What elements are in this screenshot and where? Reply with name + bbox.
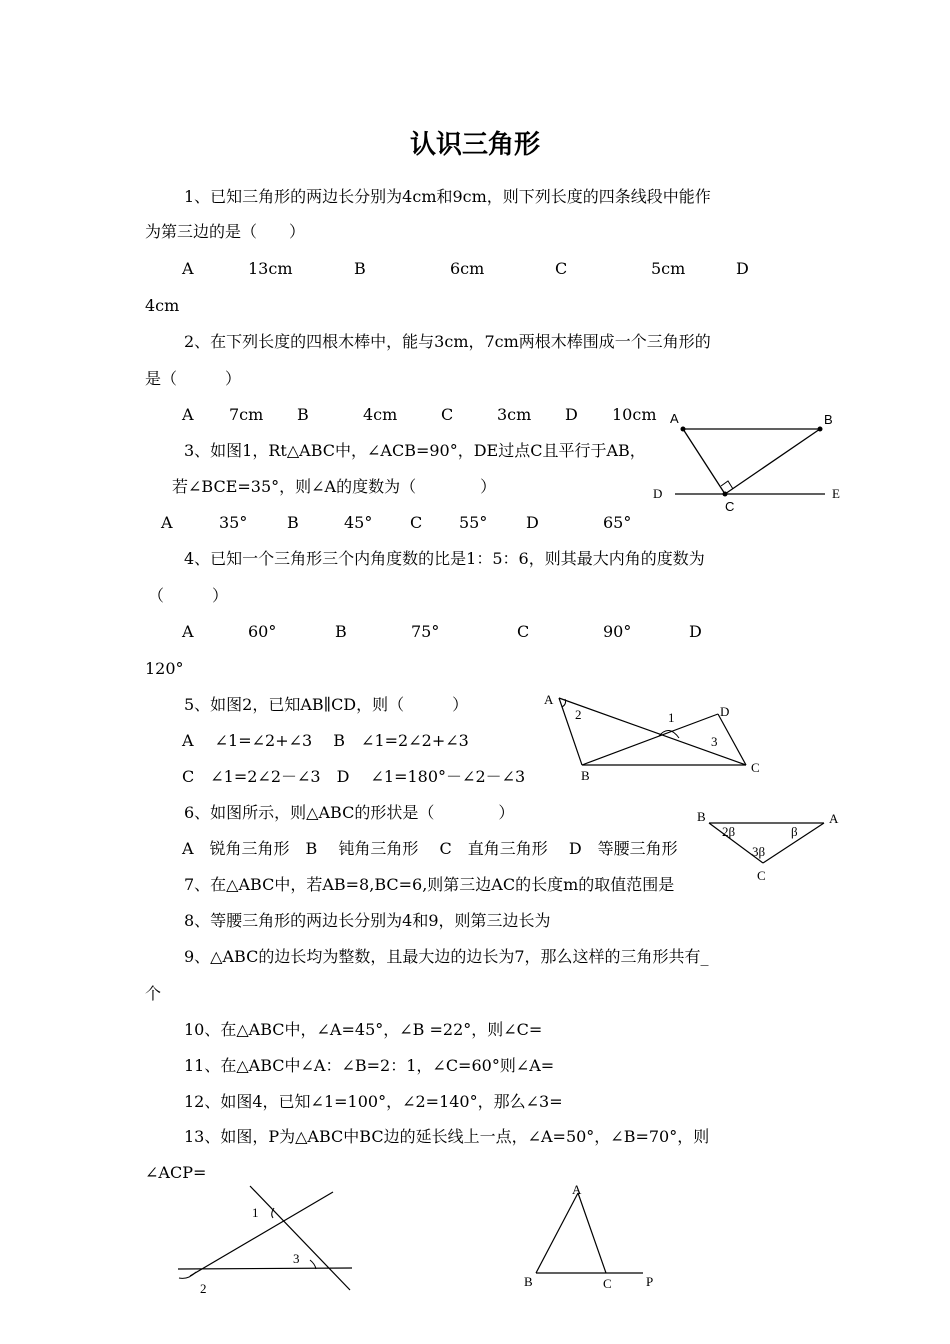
q10: 10、在△ABC中，∠A=45°，∠B =22°，则∠C= — [184, 1020, 543, 1039]
fig3-label-a: A — [829, 811, 839, 826]
q4-option-a: A — [182, 622, 194, 641]
fig2-label-d: D — [720, 704, 730, 719]
q2-option-a-value: 7cm — [229, 405, 264, 424]
figure-2 — [535, 688, 775, 788]
q9-line2: 个 — [145, 984, 162, 1003]
q12: 12、如图4，已知∠1=100°，∠2=140°，那么∠3= — [184, 1092, 563, 1111]
q11: 11、在△ABC中∠A：∠B=2：1，∠C=60°则∠A= — [184, 1056, 555, 1075]
fig3-label-c: C — [757, 868, 766, 883]
q1-option-d: D — [736, 259, 749, 278]
q3-line2: 若∠BCE=35°，则∠A的度数为（ ） — [172, 477, 497, 496]
fig2-label-3: 3 — [711, 734, 718, 749]
q2-option-d: D — [565, 405, 578, 424]
fig1-label-e: E — [832, 486, 840, 501]
q3-option-a-value: 35° — [219, 513, 248, 532]
q5-options-ab: A ∠1=∠2+∠3 B ∠1=2∠2+∠3 — [182, 731, 469, 750]
q5-options-cd: C ∠1=2∠2－∠3 D ∠1=180°－∠2－∠3 — [182, 767, 526, 786]
fig4-label-1: 1 — [252, 1205, 259, 1220]
q7: 7、在△ABC中，若AB=8,BC=6,则第三边AC的长度m的取值范围是 — [184, 875, 675, 894]
q3-option-a: A — [161, 513, 173, 532]
q4-option-b: B — [335, 622, 347, 641]
q2-option-c: C — [441, 405, 454, 424]
q1-option-b: B — [354, 259, 366, 278]
q3-option-c-value: 55° — [459, 513, 488, 532]
q4-line1: 4、已知一个三角形三个内角度数的比是1：5：6，则其最大内角的度数为 — [184, 549, 705, 568]
fig2-label-b: B — [581, 768, 590, 783]
q1-option-b-value: 6cm — [450, 259, 485, 278]
fig2-label-c: C — [751, 760, 760, 775]
fig1-label-d: D — [653, 486, 663, 501]
q2-option-c-value: 3cm — [497, 405, 532, 424]
q4-line2: （ ） — [148, 586, 229, 605]
q3-option-b-value: 45° — [344, 513, 373, 532]
q1-option-c: C — [555, 259, 568, 278]
q1-option-a-value: 13cm — [248, 259, 293, 278]
fig3-label-beta: β — [791, 824, 798, 839]
fig4-label-3: 3 — [293, 1251, 300, 1266]
q2-line2: 是（ ） — [145, 369, 242, 388]
q2-option-a: A — [182, 405, 194, 424]
fig1-label-b: B — [824, 412, 833, 427]
q1-option-d-value: 4cm — [145, 296, 180, 315]
page-title: 认识三角形 — [409, 130, 540, 160]
q4-option-b-value: 75° — [411, 622, 440, 641]
q1-line1: 1、已知三角形的两边长分别为4cm和9cm，则下列长度的四条线段中能作 — [184, 187, 711, 206]
q9-line1: 9、△ABC的边长均为整数，且最大边的边长为7，那么这样的三角形共有_ — [184, 947, 709, 966]
q4-option-c: C — [517, 622, 530, 641]
fig3-label-3beta: 3β — [752, 844, 766, 859]
q6-line1: 6、如图所示，则△ABC的形状是（ ） — [184, 803, 515, 822]
figure-1 — [650, 405, 850, 515]
q13-line2: ∠ACP= — [145, 1163, 207, 1182]
fig3-label-b: B — [697, 809, 706, 824]
q3-option-d-value: 65° — [603, 513, 632, 532]
q5-line1: 5、如图2，已知AB∥CD，则（ ） — [184, 695, 469, 714]
fig13-label-a: A — [572, 1182, 582, 1197]
q3-option-b: B — [287, 513, 299, 532]
fig1-label-c: C — [725, 499, 735, 514]
fig4-label-2: 2 — [200, 1281, 207, 1296]
figure-13 — [515, 1180, 675, 1300]
fig13-label-b: B — [524, 1274, 533, 1289]
q3-option-c: C — [410, 513, 423, 532]
fig2-label-2: 2 — [575, 707, 582, 722]
q8: 8、等腰三角形的两边长分别为4和9，则第三边长为 — [184, 911, 551, 930]
figure-3 — [690, 806, 850, 886]
q2-option-b: B — [297, 405, 309, 424]
figure-4 — [170, 1180, 370, 1300]
q2-option-d-value: 10cm — [612, 405, 657, 424]
q6-options: A 锐角三角形 B 钝角三角形 C 直角三角形 D 等腰三角形 — [182, 839, 678, 858]
fig2-label-1: 1 — [668, 710, 675, 725]
q2-option-b-value: 4cm — [363, 405, 398, 424]
q13-line1: 13、如图，P为△ABC中BC边的延长线上一点，∠A=50°，∠B=70°，则 — [184, 1127, 710, 1146]
q1-option-a: A — [182, 259, 194, 278]
q3-option-d: D — [526, 513, 539, 532]
q4-option-d: D — [689, 622, 702, 641]
fig2-label-a: A — [544, 692, 554, 707]
q1-option-c-value: 5cm — [651, 259, 686, 278]
q1-line2: 为第三边的是（ ） — [145, 222, 306, 241]
q4-option-c-value: 90° — [603, 622, 632, 641]
q4-option-a-value: 60° — [248, 622, 277, 641]
q2-line1: 2、在下列长度的四根木棒中，能与3cm，7cm两根木棒围成一个三角形的 — [184, 332, 711, 351]
fig1-label-a: A — [670, 411, 679, 426]
fig13-label-p: P — [646, 1274, 654, 1289]
q4-option-d-value: 120° — [145, 659, 184, 678]
q3-line1: 3、如图1，Rt△ABC中，∠ACB=90°，DE过点C且平行于AB， — [184, 441, 646, 460]
fig13-label-c: C — [603, 1276, 612, 1291]
fig3-label-2beta: 2β — [722, 824, 736, 839]
